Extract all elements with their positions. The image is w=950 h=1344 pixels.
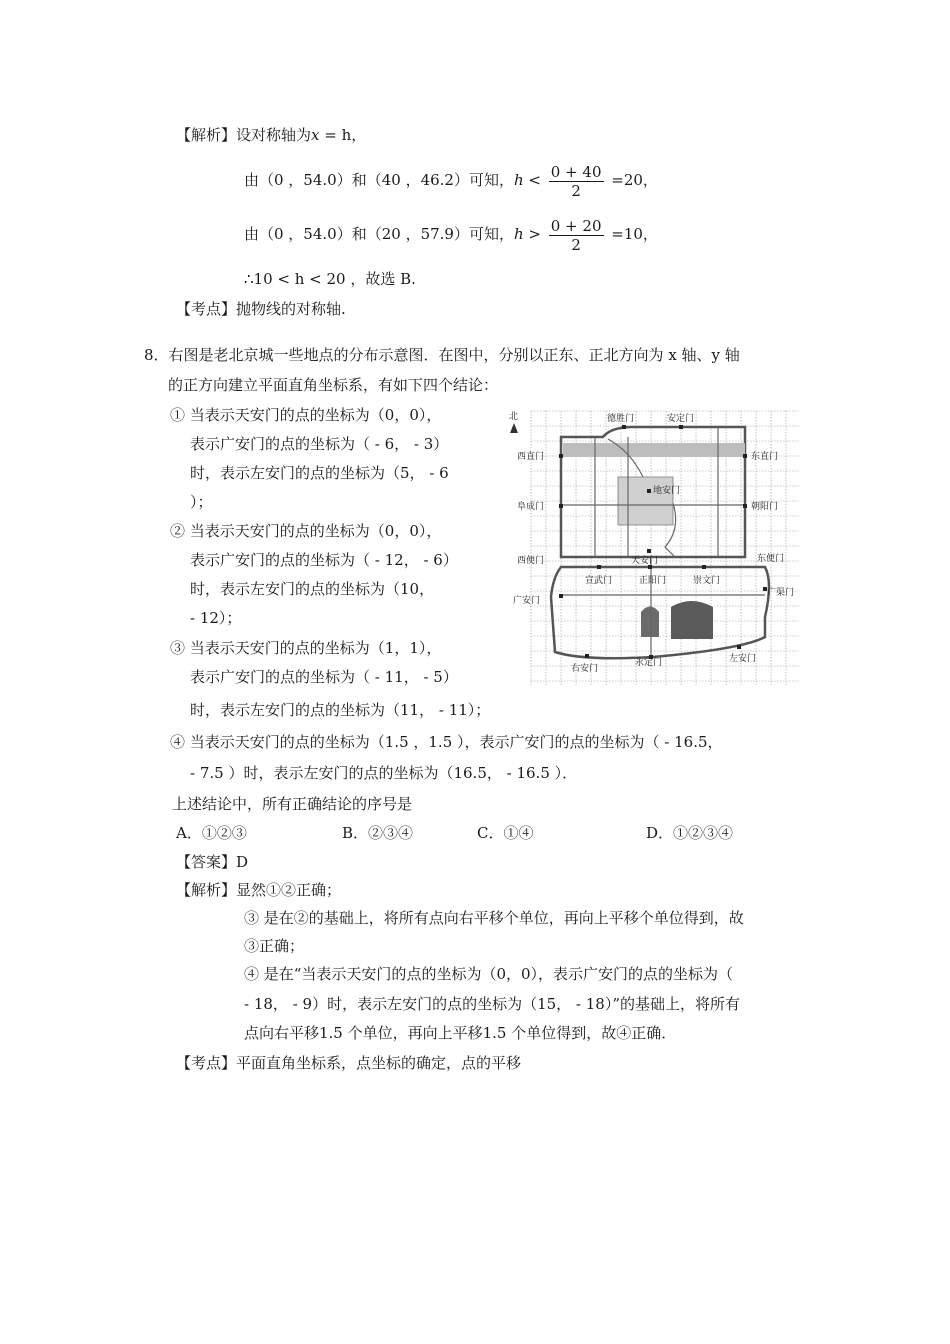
q8-conclusion-2-cont: 表示广安门的点的坐标为（ - 12， - 6） [190,551,458,569]
q8-conclusion-4: ④ 当表示天安门的点的坐标为（1.5 ，1.5 ），表示广安门的点的坐标为（ - 16.5， [170,733,723,751]
gate-label: 安定门 [667,414,695,424]
q8-conclusion-2-cont: 时，表示左安门的点的坐标为（10， [190,580,435,598]
gate-label: 广安门 [513,596,541,606]
temple-block-east [671,601,713,639]
analysis-8-line-2: ③ 是在②的基础上，将所有点向右平移个单位，再向上平移个单位得到，故 [244,909,744,927]
analysis-1-line-2: 由（0 ，54.0）和（20 ，57.9）可知，h > $\frac{0 + 20}{2}$ =10， [244,216,658,254]
answer: 【答案】D [176,853,249,871]
q8-conclusion-3-cont: 表示广安门的点的坐标为（ - 11， - 5） [190,668,458,686]
fraction: $\frac{0 + 40}{2}$ [550,162,602,200]
q8-conclusion-1: ① 当表示天安门的点的坐标为（0，0）， [170,406,442,424]
q8-stem-line-1: 8．右图是老北京城一些地点的分布示意图．在图中，分别以正东、正北方向为 x 轴、y 轴 [144,346,740,364]
gate-label: 正阳门 [639,576,667,586]
option-d: D．①②③④ [646,824,734,842]
gate-label: 西便门 [517,556,545,566]
q8-conclusion-1-cont: 表示广安门的点的坐标为（ - 6， - 3） [190,435,449,453]
q8-question: 上述结论中，所有正确结论的序号是 [172,795,413,813]
q8-stem-line-2: 的正方向建立平面直角坐标系，有如下四个结论： [168,376,499,394]
gate-label: 右安门 [571,664,599,674]
option-b: B．②③④ [342,824,414,842]
gate-label: 天安门 [631,556,659,566]
q8-conclusion-3: ③ 当表示天安门的点的坐标为（1，1）， [170,639,442,657]
gate-label: 德胜门 [607,414,635,424]
analysis-8-line-6: 点向右平移1.5 个单位，再向上平移1.5 个单位得到，故④正确． [244,1024,677,1042]
q8-conclusion-2-cont: - 12）； [190,609,242,627]
q8-conclusion-3-cont: 时，表示左安门的点的坐标为（11， - 11）； [190,701,491,719]
option-a: A．①②③ [176,824,247,842]
analysis-8-line-5: - 18， - 9）时，表示左安门的点的坐标为（15， - 18）”的基础上，将所有 [244,995,741,1013]
gate-label: 朝阳门 [751,502,779,512]
gate-label: 地安门 [653,486,681,496]
kaodian-8: 【考点】平面直角坐标系，点坐标的确定，点的平移 [176,1054,522,1072]
gate-label: 广渠门 [767,588,795,598]
gate-label: 东直门 [751,452,779,462]
gate-label: 左安门 [729,654,757,664]
gate-label: 永定门 [635,658,663,668]
analysis-label: 【解析】 [176,126,237,144]
q8-conclusion-4-cont: - 7.5 ）时，表示左安门的点的坐标为（16.5， - 16.5 ）． [190,764,578,782]
q8-conclusion-1-cont: ）； [190,493,213,511]
analysis-1-conclusion: ∴10 < h < 20 ，故选 B. [244,270,416,288]
north-label: 北 [509,412,519,422]
gate-label: 阜成门 [517,502,545,512]
kaodian-1: 【考点】抛物线的对称轴. [176,300,346,318]
q8-conclusion-1-cont: 时，表示左安门的点的坐标为（5， - 6 [190,464,449,482]
gate-label: 宣武门 [585,576,613,586]
fraction: $\frac{0 + 20}{2}$ [550,216,602,254]
temple-block-west [641,607,659,638]
analysis-8-line-4: ④ 是在“当表示天安门的点的坐标为（0，0），表示广安门的点的坐标为（ [244,965,734,983]
gate-label: 崇文门 [693,576,721,586]
q8-conclusion-2: ② 当表示天安门的点的坐标为（0，0）， [170,522,442,540]
north-arrow-icon [510,423,518,433]
road-lines [561,427,765,657]
analysis-1-line-1: 由（0 ，54.0）和（40 ，46.2）可知，h < $\frac{0 + 40}{2}$ =20， [244,162,658,200]
gate-markers [559,425,767,659]
analysis-1-intro: 【解析】设对称轴为x = h， [176,126,367,144]
analysis-8-line-1: 【解析】显然①②正确； [176,881,342,899]
palace-block [618,477,673,525]
map-svg [503,407,803,689]
beijing-map-figure [503,407,803,689]
gate-label: 东便门 [757,554,785,564]
option-c: C．①④ [477,824,534,842]
analysis-8-line-3: ③正确； [244,937,305,955]
gate-label: 西直门 [517,452,545,462]
